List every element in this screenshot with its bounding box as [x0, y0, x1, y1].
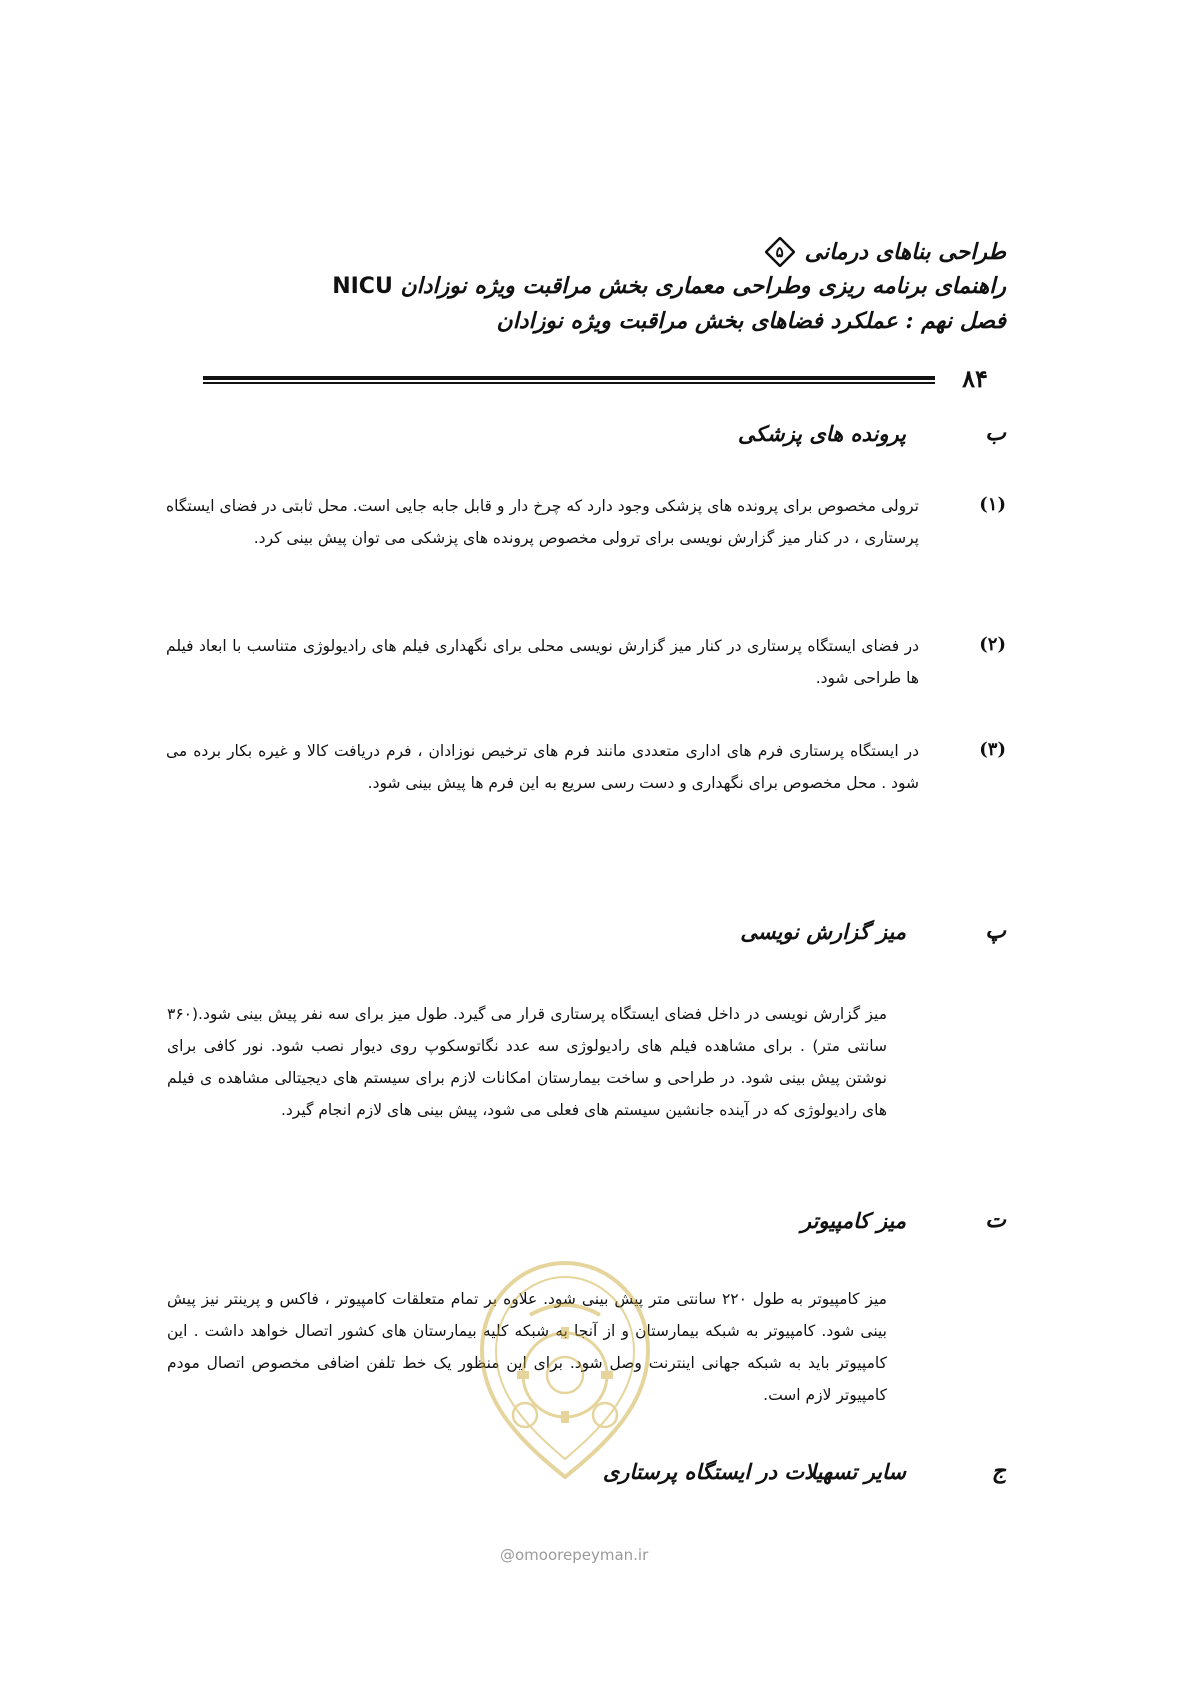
- section-title: پرونده های پزشکی: [737, 420, 906, 446]
- list-item: [166, 630, 1006, 694]
- series-title: طراحی بناهای درمانی: [804, 239, 1006, 265]
- page-number: ۸۴: [962, 364, 988, 393]
- list-item-number: (۱): [979, 494, 1006, 515]
- series-title-line: [186, 235, 1006, 269]
- series-number-badge: [765, 237, 795, 267]
- section-title: میز گزارش نویسی: [740, 918, 906, 944]
- list-item: [166, 735, 1006, 799]
- list-item-text: در ایستگاه پرستاری فرم های اداری متعددی مانند فرم های ترخیص نوزادان ، فرم دریافت کالا و غیره بکار برده می شود . محل مخصوص برای نگهداری و دست رسی سریع به این فرم ها پیش بینی شود.: [166, 742, 919, 792]
- section-letter: ت: [985, 1207, 1006, 1233]
- section-heading: [206, 420, 1006, 446]
- book-subtitle-line: [186, 269, 1006, 304]
- section-paragraph: میز گزارش نویسی در داخل فضای ایستگاه پرستاری قرار می گیرد. طول میز برای سه نفر پیش بینی شود.(۳۶۰ سانتی متر) . برای مشاهده فیلم های رادیولوژی سه عدد نگاتوسکوپ روی دیوار نصب شود. نور کافی برای نوشتن پیش بینی شود. در طراحی و ساخت بیمارستان امکانات لازم برای سیستم های دیجیتالی مشاهده ی فیلم های رادیولوژی که در آینده جانشین سیستم های فعلی می شود، پیش بینی های لازم انجام گیرد.: [167, 1005, 887, 1119]
- section-other-facilities: [206, 1458, 1006, 1484]
- header-divider: [203, 376, 935, 385]
- list-item-number: (۲): [979, 634, 1006, 655]
- section-letter: ب: [985, 420, 1006, 446]
- section-heading: [206, 918, 1006, 944]
- list-item-number: (۳): [979, 739, 1006, 760]
- section-letter: ج: [991, 1458, 1006, 1484]
- list-item-text: ترولی مخصوص برای پرونده های پزشکی وجود دارد که چرخ دار و قابل جابه جایی است. محل ثابتی در فضای ایستگاه پرستاری ، در کنار میز گزارش نویسی برای ترولی مخصوص پرونده های پزشکی می توان پیش بینی کرد.: [166, 497, 919, 547]
- section-paragraph: میز کامپیوتر به طول ۲۲۰ سانتی متر پیش بینی شود. علاوه بر تمام متعلقات کامپیوتر ، فاکس و پرینتر نیز پیش بینی شود. کامپیوتر به شبکه بیمارستان و از آنجا به شبکه کلیه بیمارستان های کشور اتصال خواهد داشت . این کامپیوتر باید به شبکه جهانی اینترنت وصل شود. برای این منظور یک خط تلفن اضافی مخصوص اتصال مودم کامپیوتر لازم است.: [167, 1290, 887, 1404]
- section-heading: [206, 1207, 1006, 1233]
- series-number: ۵: [775, 243, 784, 261]
- section-title: میز کامپیوتر: [800, 1207, 906, 1233]
- list-item: [166, 490, 1006, 554]
- chapter-title: فصل نهم : عملکرد فضاهای بخش مراقبت ویژه نوزادان: [496, 308, 1006, 334]
- list-item-text: در فضای ایستگاه پرستاری در کنار میز گزارش نویسی محلی برای نگهداری فیلم های رادیولوژی متناسب با ابعاد فیلم ها طراحی شود.: [166, 637, 919, 687]
- running-header: [186, 235, 1006, 338]
- section-medical-records: [206, 420, 1006, 446]
- section-report-desk: [206, 918, 1006, 944]
- section-heading: [206, 1458, 1006, 1484]
- book-subtitle-code: NICU: [332, 274, 393, 299]
- section-computer-desk: [206, 1207, 1006, 1233]
- watermark-url: @omoorepeyman.ir: [500, 1546, 649, 1564]
- section-title: سایر تسهیلات در ایستگاه پرستاری: [602, 1458, 906, 1484]
- section-letter: پ: [985, 918, 1006, 944]
- book-subtitle: راهنمای برنامه ریزی وطراحی معماری بخش مراقبت ویژه نوزادان: [400, 273, 1006, 299]
